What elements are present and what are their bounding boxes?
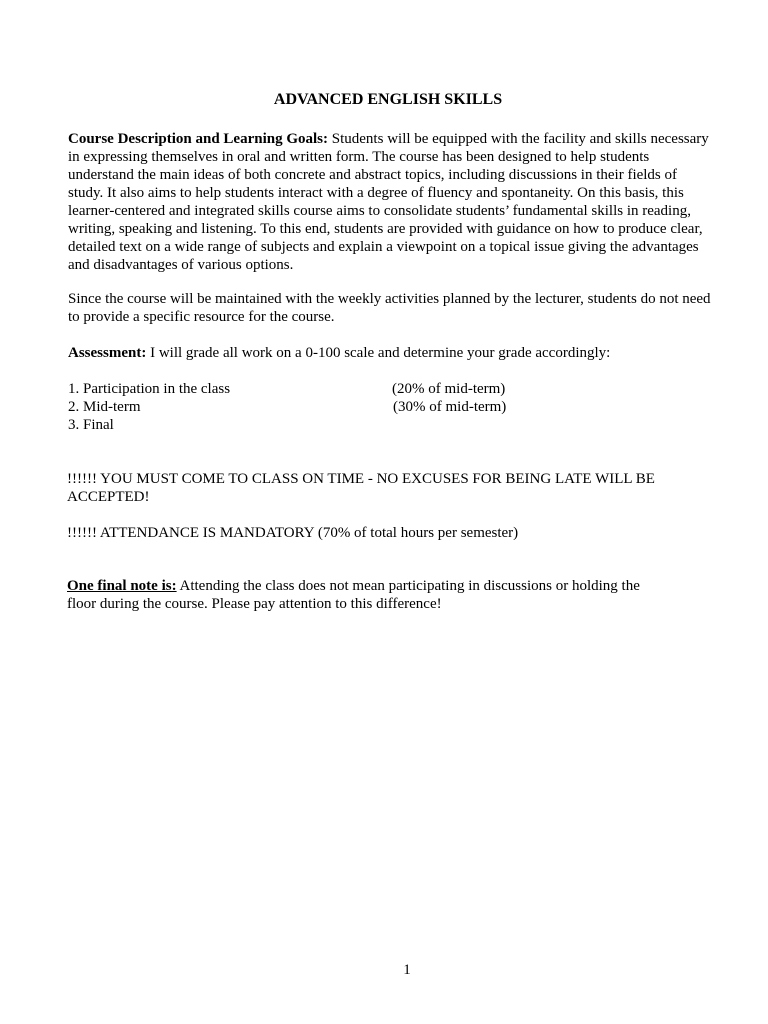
assessment-label: Assessment: xyxy=(68,345,147,361)
page-number: 1 xyxy=(403,962,411,978)
assessment-item-weight: (30% of mid-term) xyxy=(393,399,507,415)
document-title: ADVANCED ENGLISH SKILLS xyxy=(273,91,503,108)
assessment-item-label: 3. Final xyxy=(68,417,114,433)
assessment-list xyxy=(68,380,528,434)
assessment-intro xyxy=(68,344,714,362)
assessment-item-label: 1. Participation in the class xyxy=(68,381,231,397)
course-description-text: Students will be equipped with the facility and skills necessary in expressing themselves in oral and written form. The course has been designed to help students understand the main ideas of both concrete and abstract topics, including discussions in their fields of study. It also aims to help students interact with a degree of fluency and spontaneity. On this basis, this learner-centered and integrated skills course aims to consolidate students’ fundamental skills in reading, writing, speaking and listening. To this end, students are provided with guidance on how to produce clear, detailed text on a wide range of subjects and explain a viewpoint on a topical issue giving the advantages and disadvantages of various options. xyxy=(68,131,709,273)
assessment-text: I will grade all work on a 0-100 scale and determine your grade accordingly: xyxy=(146,345,611,361)
list-item xyxy=(68,398,528,416)
list-item xyxy=(68,416,528,434)
assessment-item-label: 2. Mid-term xyxy=(68,399,141,415)
course-description xyxy=(68,130,714,274)
final-note xyxy=(67,577,667,613)
list-item xyxy=(68,380,528,398)
final-note-text: Attending the class does not mean participating in discussions or holding the floor during the course. Please pay attention to this difference! xyxy=(67,578,640,612)
resource-note: Since the course will be maintained with the weekly activities planned by the lecturer, students do not need to provide a specific resource for the course. xyxy=(68,291,711,325)
course-description-label: Course Description and Learning Goals: xyxy=(68,131,329,147)
final-note-label: One final note is: xyxy=(67,578,177,594)
punctuality-warning: !!!!!! YOU MUST COME TO CLASS ON TIME - NO EXCUSES FOR BEING LATE WILL BE ACCEPTED! xyxy=(67,471,655,505)
assessment-item-weight: (20% of mid-term) xyxy=(392,381,506,397)
attendance-warning: !!!!!! ATTENDANCE IS MANDATORY (70% of total hours per semester) xyxy=(67,525,519,541)
